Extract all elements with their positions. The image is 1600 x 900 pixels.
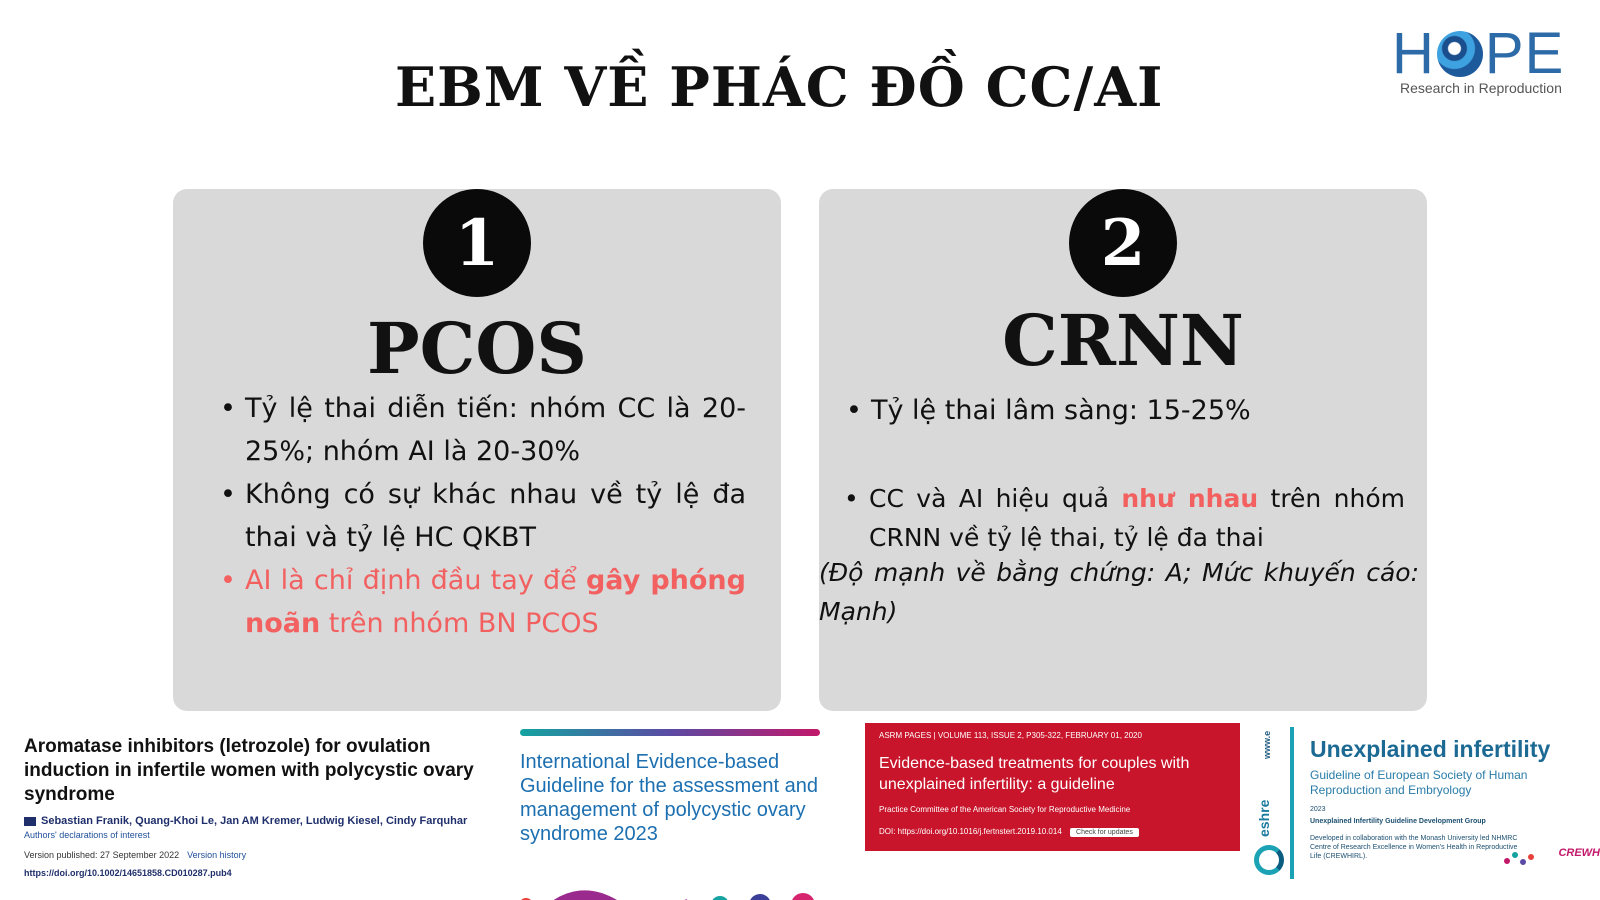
eshre-year: 2023 bbox=[1310, 806, 1326, 813]
hope-logo bbox=[1392, 22, 1570, 102]
eshre-logo-icon bbox=[1254, 845, 1284, 875]
decorative-dots bbox=[520, 885, 820, 900]
pcos-bullet-pregnancy-rate: • Tỷ lệ thai diễn tiến: nhóm CC là 20-25%; nhóm AI là 20-30% bbox=[218, 387, 746, 473]
logo-subtitle: Research in Reproduction bbox=[1400, 80, 1562, 96]
eshre-developed-note: Developed in collaboration with the Monash University led NHMRC Centre of Research Excellence in Women's Health in Reproductive Life (CREWHIRL). bbox=[1310, 835, 1518, 860]
number-badge-1: 1 bbox=[423, 189, 531, 297]
asrm-committee: Practice Committee of the American Society for Reproductive Medicine bbox=[879, 805, 1131, 814]
cochrane-conflicts: Authors' declarations of interest bbox=[24, 830, 150, 840]
pcos-guideline-title: International Evidence-based Guideline for the assessment and management of polycystic ovary syndrome 2023 bbox=[520, 751, 818, 845]
recommendation-prefix: AI là chỉ định đầu tay để bbox=[245, 565, 586, 596]
cochrane-version-history: Version history bbox=[187, 850, 247, 860]
eshre-content bbox=[1310, 727, 1600, 861]
crnn-bullet-clinical-pregnancy: • Tỷ lệ thai lâm sàng: 15-25% bbox=[844, 391, 1404, 431]
recommendation-suffix: trên nhóm BN PCOS bbox=[320, 608, 599, 639]
cochrane-version: Version published: 27 September 2022 bbox=[24, 850, 180, 860]
pcos-bullet-multiple-pregnancy: • Không có sự khác nhau về tỷ lệ đa thai và tỷ lệ HC QKBT bbox=[218, 473, 746, 559]
eye-icon bbox=[1437, 31, 1483, 77]
efficacy-prefix: CC và AI hiệu quả bbox=[869, 484, 1122, 513]
card-pcos bbox=[173, 189, 781, 711]
cochrane-doi: https://doi.org/10.1002/14651858.CD010287.pub4 bbox=[24, 868, 232, 878]
check-updates-badge: Check for updates bbox=[1070, 828, 1139, 837]
card-heading-crnn: CRNN bbox=[1002, 299, 1244, 382]
logo-wordmark bbox=[1392, 22, 1564, 86]
asrm-header: ASRM PAGES | VOLUME 113, ISSUE 2, P305-322, FEBRUARY 01, 2020 bbox=[879, 731, 1142, 740]
card-crnn bbox=[819, 189, 1427, 711]
card-heading-pcos: PCOS bbox=[367, 307, 587, 390]
reference-eshre bbox=[1252, 727, 1600, 879]
eshre-sidebar bbox=[1252, 727, 1292, 879]
reference-cochrane bbox=[24, 735, 494, 878]
eshre-side-name: eshre bbox=[1256, 799, 1272, 837]
reference-pcos-guideline bbox=[520, 729, 820, 900]
efficacy-suffix: trên nhóm CRNN về tỷ lệ thai, tỷ lệ đa thai bbox=[869, 484, 1405, 552]
logo-letter-h: H bbox=[1392, 21, 1435, 86]
eshre-divider bbox=[1290, 727, 1294, 879]
number-badge-2: 2 bbox=[1069, 189, 1177, 297]
crewhirl-logo-icon bbox=[1502, 849, 1538, 869]
cochrane-title: Aromatase inhibitors (letrozole) for ovulation induction in infertile women with polycystic ovary syndrome bbox=[24, 736, 474, 805]
efficacy-highlight: như nhau bbox=[1121, 484, 1259, 513]
reference-asrm bbox=[865, 723, 1240, 851]
evidence-strength-note: (Độ mạnh về bằng chứng: A; Mức khuyến cáo: Mạnh) bbox=[819, 558, 1419, 626]
crewhirl-text: CREWH bbox=[1558, 847, 1600, 859]
slide-title: EBM VỀ PHÁC ĐỒ CC/AI bbox=[395, 55, 1164, 119]
eshre-title: Unexplained infertility bbox=[1310, 736, 1551, 762]
cochrane-authors: Sebastian Franik, Quang-Khoi Le, Jan AM Kremer, Ludwig Kiesel, Cindy Farquhar bbox=[41, 815, 468, 827]
asrm-title: Evidence-based treatments for couples with unexplained infertility: a guideline bbox=[879, 755, 1190, 793]
eshre-web-text: www.e bbox=[1262, 730, 1272, 759]
gradient-bar bbox=[520, 729, 820, 736]
pcos-bullet-recommendation bbox=[218, 559, 746, 645]
asrm-doi-row bbox=[879, 827, 1139, 837]
logo-letters-pe: PE bbox=[1484, 21, 1565, 86]
cochrane-version-row bbox=[24, 850, 494, 860]
eshre-subtitle: Guideline of European Society of Human Reproduction and Embryology bbox=[1310, 768, 1528, 797]
crnn-bullet-equal-efficacy bbox=[842, 479, 1405, 557]
recommendation-bold: gây phóng noãn bbox=[245, 565, 746, 639]
asrm-doi: DOI: https://doi.org/10.1016/j.fertnstert.2019.10.014 bbox=[879, 827, 1062, 836]
crnn-bullet-list-2 bbox=[842, 479, 1405, 557]
pcos-bullet-list bbox=[218, 387, 746, 645]
eshre-group: Unexplained Infertility Guideline Development Group bbox=[1310, 818, 1486, 825]
envelope-icon bbox=[24, 817, 36, 826]
cochrane-authors-row bbox=[24, 815, 494, 827]
crnn-bullet-list-1 bbox=[844, 391, 1404, 431]
